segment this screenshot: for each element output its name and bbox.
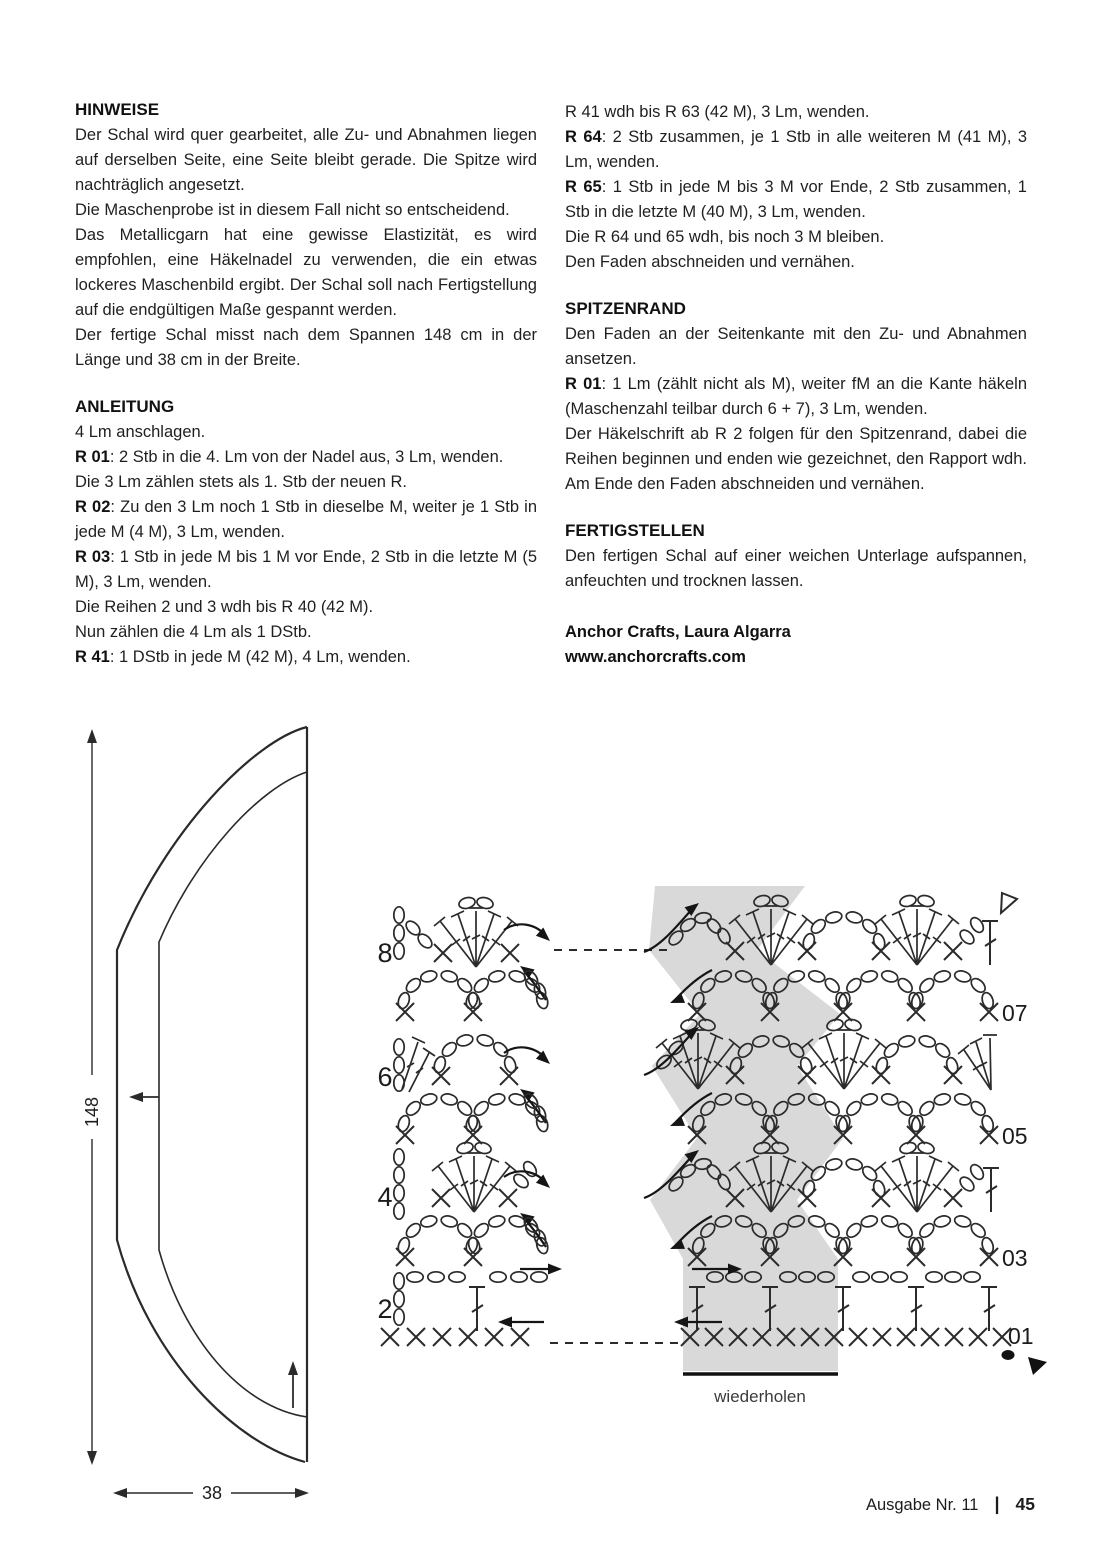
section-heading: HINWEISE (75, 100, 160, 119)
chart-left-row-8 (394, 896, 519, 967)
crochet-chart (365, 878, 1065, 1448)
paragraph: Der Schal wird quer gearbeitet, alle Zu- und Abnahmen liegen auf derselben Seite, eine Seite bleibt gerade. Die Spitze wird nachträglich angesetzt. (75, 126, 537, 194)
paragraph: Der Häkelschrift ab R 2 folgen für den Spitzenrand, dabei die Reihen beginnen und enden wie gezeichnet, den Rapport wdh. Am Ende den Faden abschneiden und vernähen. (565, 425, 1027, 493)
section-heading: FERTIGSTELLEN (565, 521, 705, 540)
shawl-schematic-diagram (55, 715, 355, 1525)
row-label-03: 03 (1002, 1245, 1028, 1271)
chart-left-row-1 (381, 1328, 529, 1346)
chart-left-row-5 (396, 1092, 550, 1144)
right-text-column (565, 100, 1027, 670)
repeat-label: wiederholen (714, 1387, 806, 1406)
row-label-05: 05 (1002, 1123, 1028, 1149)
width-label: 38 (201, 1483, 223, 1503)
row-label-6: 6 (377, 1062, 393, 1092)
paragraph: Der fertige Schal misst nach dem Spannen 148 cm in der Länge und 38 cm in der Breite. (75, 326, 537, 369)
row-label-8: 8 (377, 938, 393, 968)
paragraph: www.anchorcrafts.com (565, 648, 746, 666)
left-text-column (75, 100, 537, 670)
footer-issue: Ausgabe Nr. 11 (865, 1496, 979, 1514)
paragraph: R 41 wdh bis R 63 (42 M), 3 Lm, wenden. (565, 103, 870, 121)
paragraph: Den fertigen Schal auf einer weichen Unterlage aufspannen, anfeuchten und trocknen lassen. (565, 547, 1027, 590)
width-dimension (113, 1483, 309, 1503)
paragraph: Die 3 Lm zählen stets als 1. Stb der neuen R. (75, 473, 408, 491)
hinweise-section (75, 100, 537, 373)
paragraph: Anchor Crafts, Laura Algarra (565, 623, 791, 641)
footer-page-number: 45 (1015, 1494, 1035, 1514)
repeat-indicator (683, 1374, 838, 1406)
paragraph: Nun zählen die 4 Lm als 1 DStb. (75, 623, 312, 641)
anleitung-fortsetzung-section (565, 100, 1027, 275)
paragraph: Die Maschenprobe ist in diesem Fall nicht so entscheidend. (75, 201, 510, 219)
paragraph: R 65: 1 Stb in jede M bis 3 M vor Ende, 2 Stb zusammen, 1 Stb in die letzte M (40 M), 3 Lm, wenden. (565, 178, 1027, 221)
section-heading: ANLEITUNG (75, 397, 175, 416)
page-footer (866, 1494, 1035, 1515)
length-dimension (82, 729, 102, 1465)
paragraph: Die R 64 und 65 wdh, bis noch 3 M bleiben. (565, 228, 885, 246)
row-label-07: 07 (1002, 1000, 1028, 1026)
length-label: 148 (82, 1096, 102, 1128)
row-label-01: 01 (1008, 1323, 1034, 1349)
row-direction-arrow (129, 1092, 159, 1102)
section-heading: SPITZENRAND (565, 299, 686, 318)
paragraph: Den Faden an der Seitenkante mit den Zu- und Abnahmen ansetzen. (565, 325, 1027, 368)
paragraph: R 64: 2 Stb zusammen, je 1 Stb in alle weiteren M (41 M), 3 Lm, wenden. (565, 128, 1028, 171)
anleitung-section (75, 397, 537, 670)
paragraph: Die Reihen 2 und 3 wdh bis R 40 (42 M). (75, 598, 374, 616)
paragraph: R 41: 1 DStb in jede M (42 M), 4 Lm, wenden. (75, 648, 411, 666)
chart-left-row-6 (394, 1033, 518, 1092)
credits-section (565, 620, 1027, 670)
paragraph: Das Metallicgarn hat eine gewisse Elastizität, es wird empfohlen, eine Häkelnadel zu verwenden, die ein etwas lockeres Maschenbild ergibt. Der Schal soll nach Fertigstellung auf die endgültigen Maße gespannt werden. (75, 226, 537, 319)
border-direction-arrow (288, 1361, 298, 1408)
footer-divider: | (994, 1494, 1000, 1514)
row-label-4: 4 (377, 1182, 393, 1212)
paragraph: R 03: 1 Stb in jede M bis 1 M vor Ende, 2 Stb in die letzte M (5 M), 3 Lm, wenden. (75, 548, 537, 591)
paragraph: R 02: Zu den 3 Lm noch 1 Stb in dieselbe M, weiter je 1 Stb in jede M (4 M), 3 Lm, wenden. (75, 498, 537, 541)
row-label-2: 2 (377, 1294, 393, 1324)
start-arrow-marker (1028, 1357, 1047, 1375)
paragraph: 4 Lm anschlagen. (75, 423, 206, 441)
spitzenrand-section (565, 299, 1027, 497)
chart-left-row-4 (394, 1141, 539, 1219)
paragraph: R 01: 1 Lm (zählt nicht als M), weiter fM an die Kante häkeln (Maschenzahl teilbar durch 6 + 7), 3 Lm, wenden. (565, 375, 1028, 418)
chart-left-row-7 (396, 969, 550, 1021)
start-triangle-marker (1001, 893, 1017, 913)
start-dot-marker (1002, 1350, 1015, 1360)
paragraph: R 01: 2 Stb in die 4. Lm von der Nadel aus, 3 Lm, wenden. (75, 448, 504, 466)
fertigstellen-section (565, 521, 1027, 594)
paragraph: Den Faden abschneiden und vernähen. (565, 253, 855, 271)
